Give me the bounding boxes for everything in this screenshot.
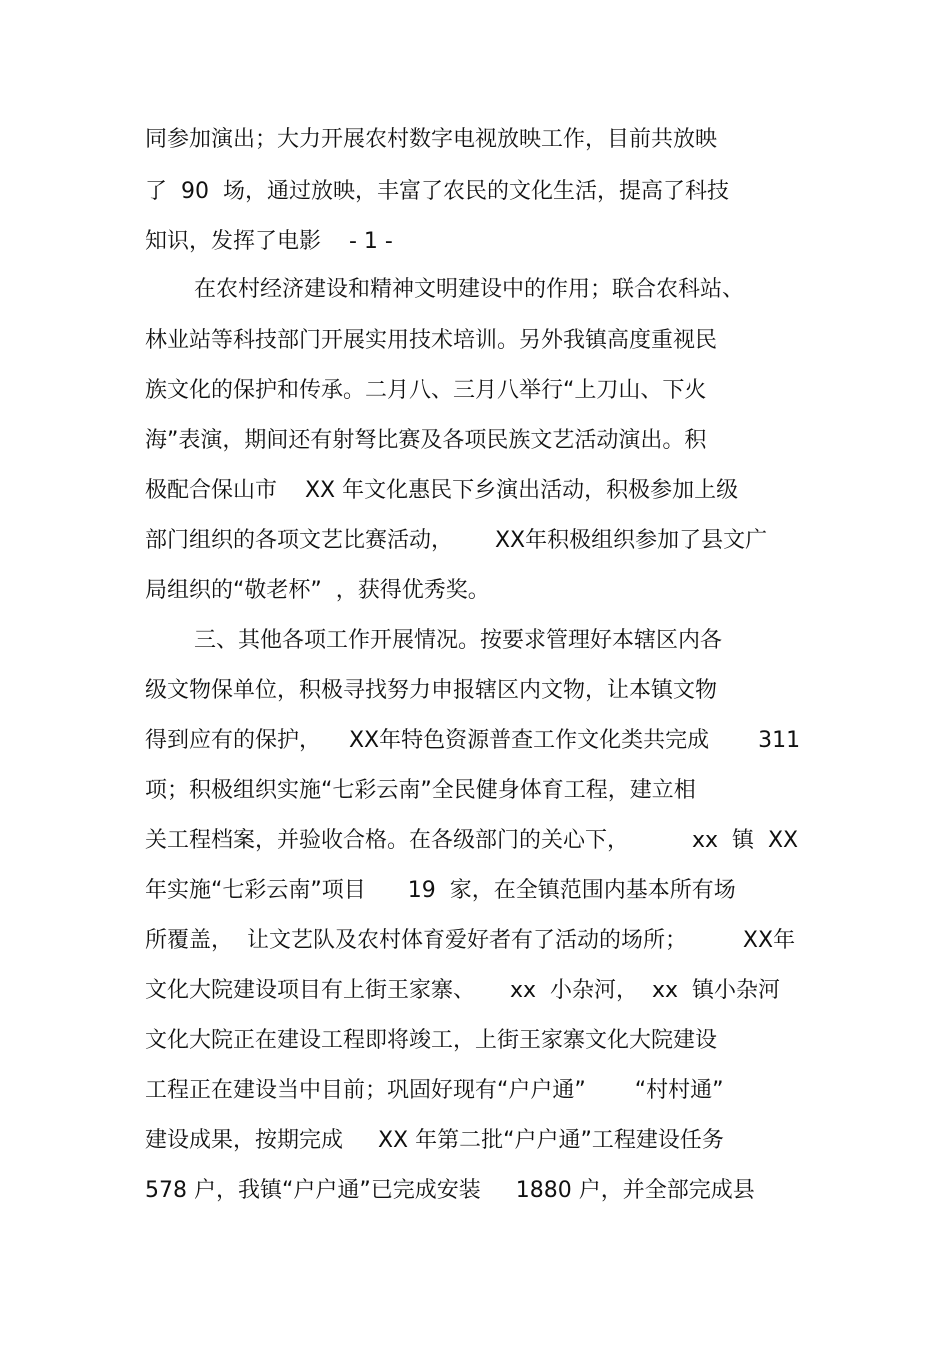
text-line-8: 极配合保山市 XX 年文化惠民下乡演出活动，积极参加上级 [145,478,739,503]
text-line-17: 所覆盖， 让文艺队及农村体育爱好者有了活动的场所； XX年 [145,928,796,953]
text-line-2: 了 90 场，通过放映，丰富了农民的文化生活，提高了科技 [145,179,729,204]
text-line-1: 同参加演出；大力开展农村数字电视放映工作，目前共放映 [145,127,718,152]
text-line-21: 建设成果，按期完成 XX 年第二批“户户通”工程建设任务 [145,1128,724,1153]
text-line-7: 海”表演，期间还有射弩比赛及各项民族文艺活动演出。积 [145,428,707,453]
text-line-14: 项；积极组织实施“七彩云南”全民健身体育工程，建立相 [145,778,696,803]
text-line-5: 林业站等科技部门开展实用技术培训。另外我镇高度重视民 [145,328,718,353]
text-line-9: 部门组织的各项文艺比赛活动， XX年积极组织参加了县文广 [145,528,768,553]
text-line-4: 在农村经济建设和精神文明建设中的作用；联合农科站、 [194,277,745,302]
text-line-20: 工程正在建设当中目前；巩固好现有“户户通” “村村通” [145,1078,724,1103]
text-line-16: 年实施“七彩云南”项目 19 家，在全镇范围内基本所有场 [145,878,736,903]
text-line-11: 三、其他各项工作开展情况。按要求管理好本辖区内各 [194,628,723,653]
text-line-13: 得到应有的保护， XX年特色资源普查工作文化类共完成 311 [145,728,801,753]
text-line-10: 局组织的“敬老杯” ，获得优秀奖。 [145,578,490,603]
text-line-19: 文化大院正在建设工程即将竣工，上街王家寨文化大院建设 [145,1028,718,1053]
text-line-6: 族文化的保护和传承。二月八、三月八举行“上刀山、下火 [145,378,707,403]
text-line-18: 文化大院建设项目有上街王家寨、 xx 小杂河， xx 镇小杂河 [145,978,781,1003]
text-line-15: 关工程档案，并验收合格。在各级部门的关心下， xx 镇 XX [145,828,799,853]
text-line-12: 级文物保单位，积极寻找努力申报辖区内文物，让本镇文物 [145,678,718,703]
text-line-22: 578 户，我镇“户户通”已完成安装 1880 户，并全部完成县 [145,1178,755,1203]
text-line-3: 知识，发挥了电影 - 1 - [145,229,393,254]
